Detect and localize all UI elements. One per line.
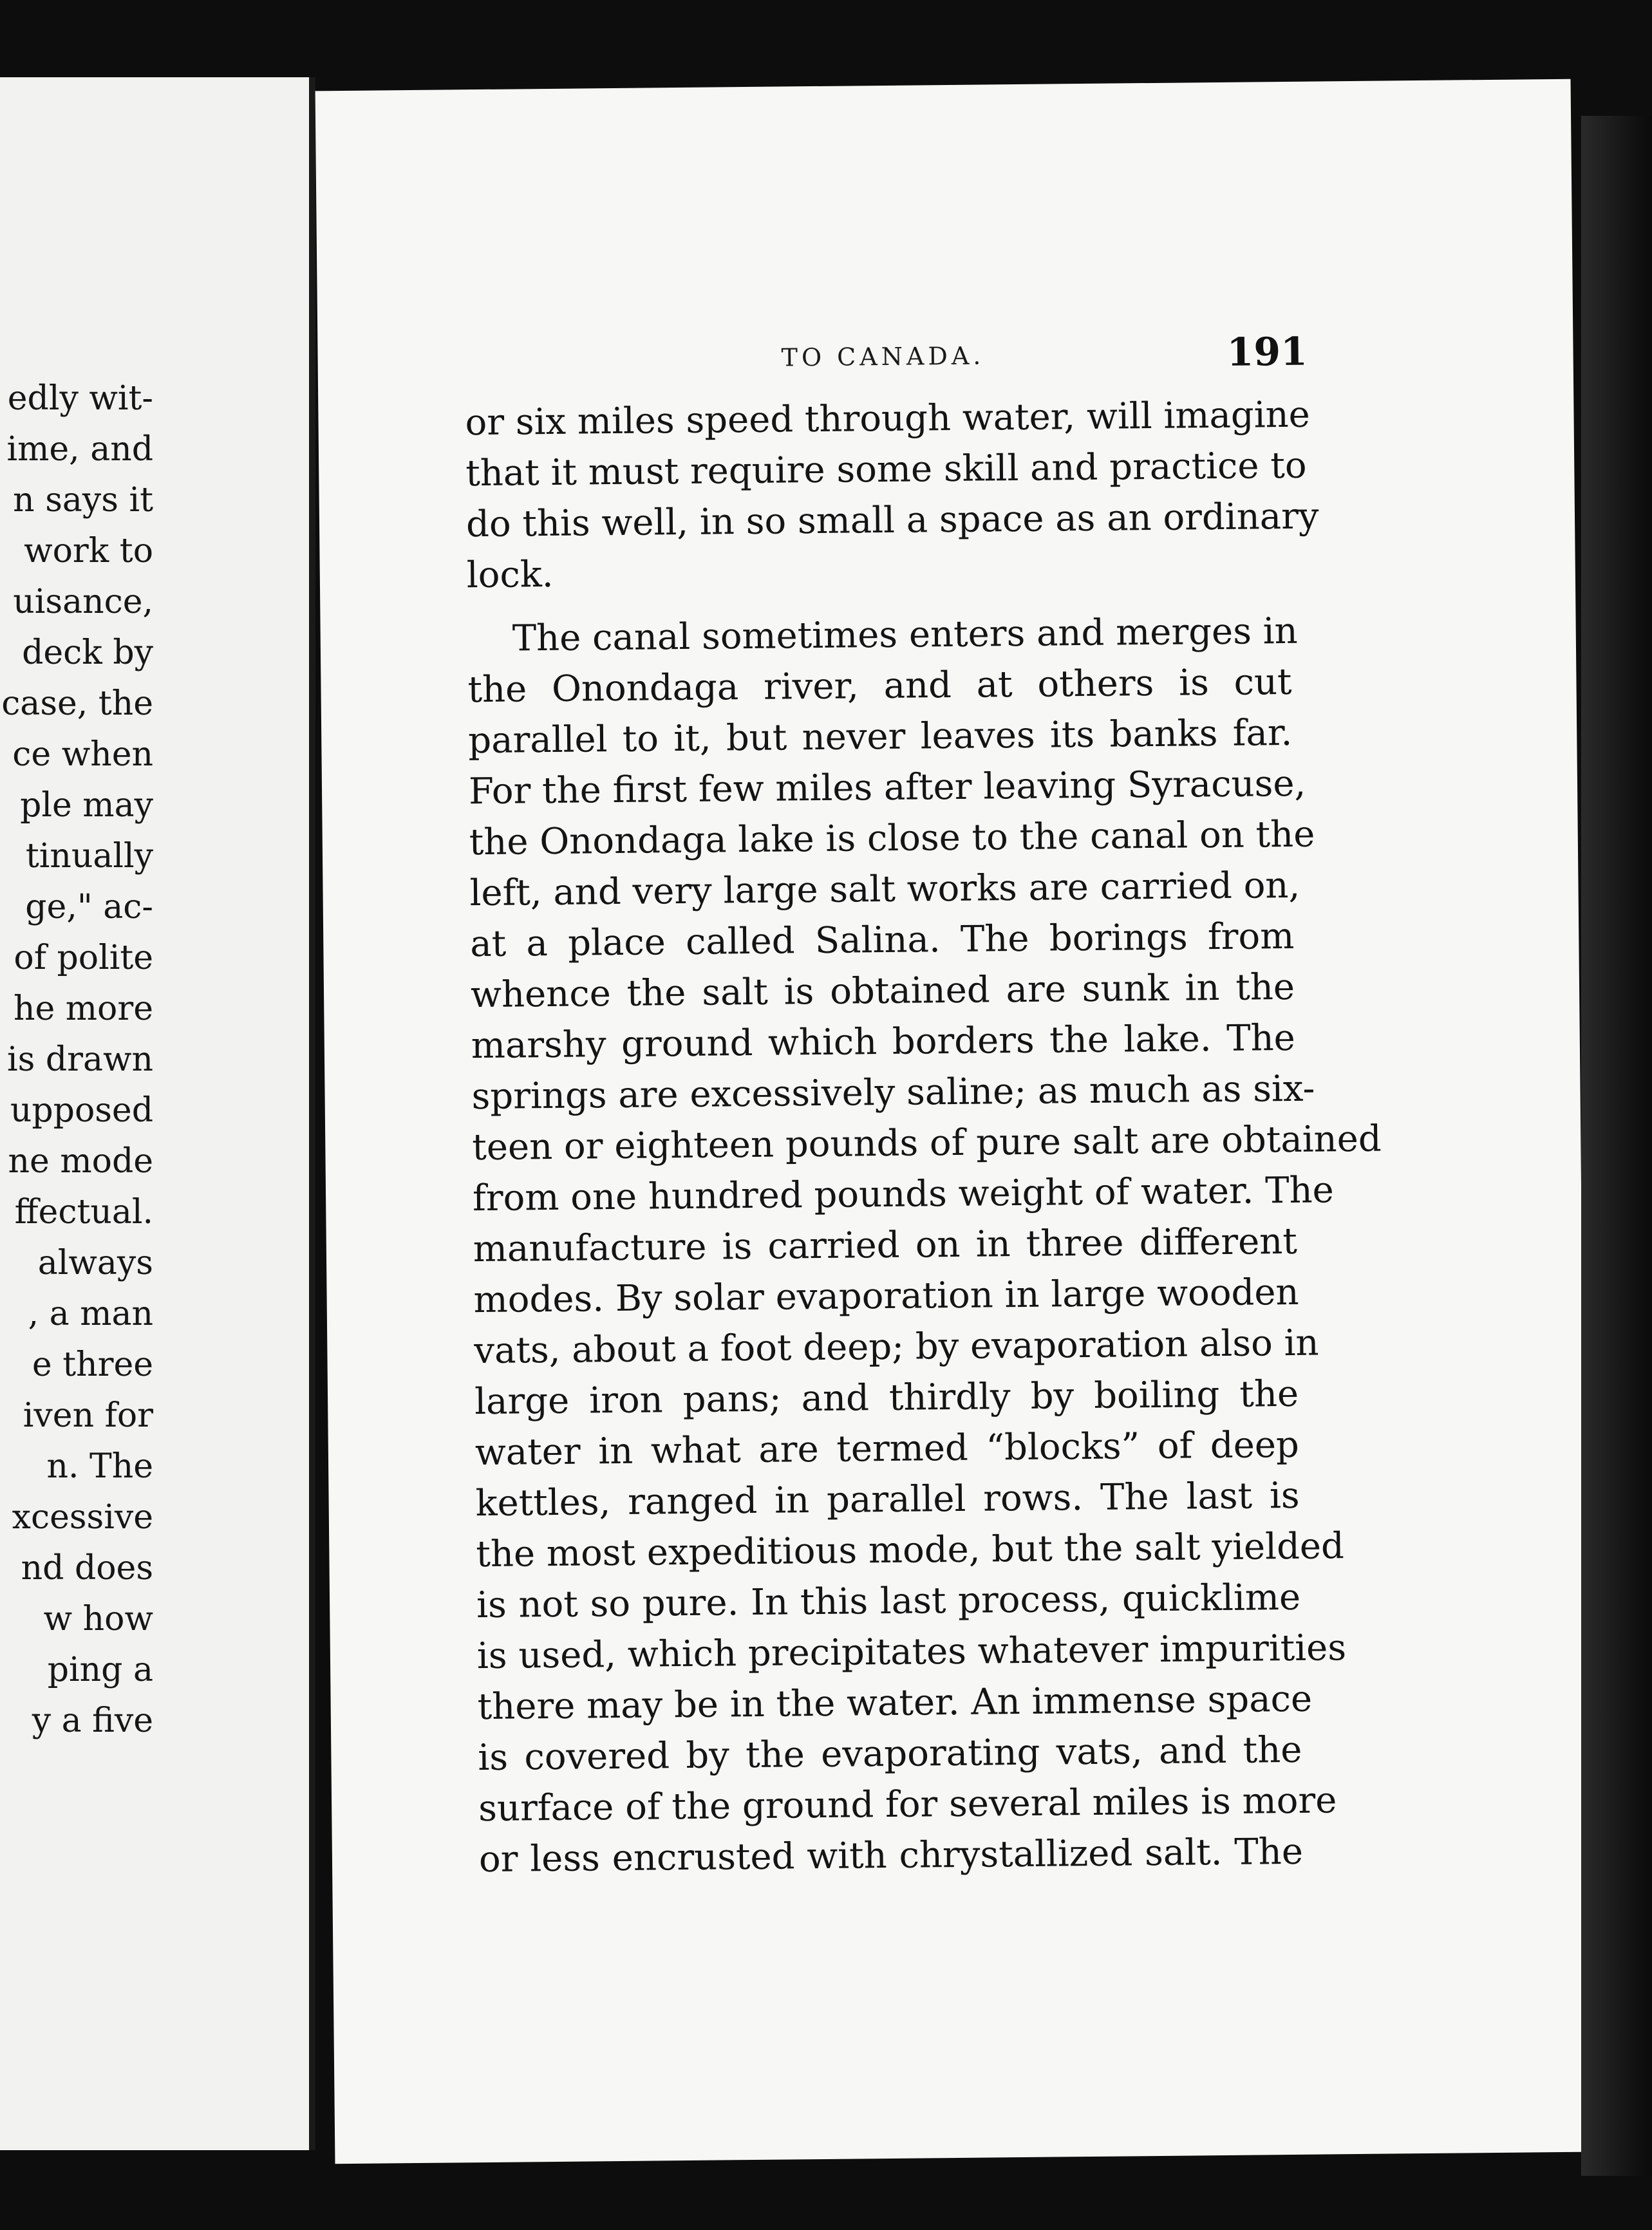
text-line: is covered by the evaporating vats, and the	[478, 1729, 1302, 1779]
text-line: the Onondaga lake is close to the canal on the	[469, 813, 1315, 864]
page-header	[317, 327, 1573, 391]
text-line: left, and very large salt works are carried on,	[469, 864, 1300, 915]
text-line: lock.	[466, 553, 554, 597]
left-page-line: work to	[24, 532, 153, 570]
left-page-line: upposed	[10, 1091, 153, 1130]
left-page-line: ime, and	[6, 430, 153, 469]
paragraph-2	[467, 606, 1382, 1885]
body-text	[465, 389, 1382, 1885]
page-edge-shadow	[1581, 116, 1652, 2176]
left-page-line: tinually	[25, 837, 153, 876]
left-page-line: ple may	[20, 786, 153, 825]
left-page-line: is drawn	[7, 1040, 153, 1079]
left-page-line: always	[37, 1244, 153, 1282]
left-page-line: ping a	[47, 1651, 153, 1689]
text-line: do this well, in so small a space as an ordinary	[465, 495, 1319, 546]
left-page-line: xcessive	[12, 1498, 153, 1537]
left-page-line: ne mode	[8, 1142, 153, 1181]
left-page-line: ffectual.	[14, 1193, 153, 1232]
paragraph-1	[465, 389, 1319, 601]
text-line: at a place called Salina. The borings from	[470, 915, 1295, 966]
text-line: teen or eighteen pounds of pure salt are obtained	[472, 1118, 1382, 1169]
text-line: the most expeditious mode, but the salt yielded	[476, 1525, 1345, 1576]
page-number: 191	[1226, 329, 1308, 375]
text-line: from one hundred pounds weight of water. The	[472, 1169, 1335, 1220]
left-page-line: of polite	[14, 939, 153, 977]
left-page-line: iven for	[23, 1396, 153, 1435]
text-line: or six miles speed through water, will imagine	[465, 393, 1311, 444]
left-page-line: e three	[32, 1345, 153, 1384]
left-page-line: deck by	[22, 633, 153, 672]
text-line: that it must require some skill and practice to	[465, 444, 1307, 495]
text-line: marshy ground which borders the lake. The	[471, 1017, 1296, 1067]
running-head: TO CANADA.	[781, 341, 985, 372]
text-line: whence the salt is obtained are sunk in the	[470, 966, 1295, 1017]
text-line: surface of the ground for several miles is more	[478, 1779, 1337, 1830]
left-page-line: case, the	[1, 684, 153, 723]
left-page-text	[0, 373, 153, 1747]
text-line: the Onondaga river, and at others is cut	[467, 661, 1292, 711]
text-line: vats, about a foot deep; by evaporation also in	[474, 1322, 1319, 1373]
text-line: The canal sometimes enters and merges in	[512, 610, 1298, 660]
left-page-line: , a man	[28, 1295, 153, 1333]
left-page-line: ce when	[12, 735, 153, 774]
text-line: kettles, ranged in parallel rows. The last is	[475, 1474, 1300, 1525]
text-line: parallel to it, but never leaves its banks far.	[467, 711, 1293, 762]
left-page-line: w how	[43, 1600, 153, 1638]
left-page-line: he more	[13, 989, 153, 1028]
left-page-line: n. The	[46, 1447, 153, 1486]
text-line: modes. By solar evaporation in large wooden	[473, 1271, 1299, 1322]
text-line: manufacture is carried on in three different	[473, 1220, 1298, 1271]
left-facing-page	[0, 77, 315, 2150]
left-page-line: uisance,	[13, 583, 153, 621]
left-page-line: n says it	[13, 481, 153, 520]
text-line: or less encrusted with chrystallized salt. The	[478, 1830, 1304, 1881]
left-page-line: nd does	[21, 1549, 153, 1588]
text-line: large iron pans; and thirdly by boiling the	[474, 1373, 1299, 1423]
text-line: is not so pure. In this last process, quicklime	[476, 1576, 1301, 1627]
book-page	[315, 79, 1591, 2164]
text-line: springs are excessively saline; as much as six-	[471, 1067, 1315, 1118]
left-page-line: y a five	[32, 1701, 153, 1740]
left-page-line: ge," ac-	[25, 888, 153, 926]
text-line: is used, which precipitates whatever impurities	[476, 1627, 1347, 1678]
text-line: water in what are termed “blocks” of deep	[474, 1423, 1300, 1474]
text-line: For the first few miles after leaving Syracuse,	[468, 762, 1306, 813]
text-line: there may be in the water. An immense space	[477, 1678, 1313, 1729]
left-page-line: edly wit-	[7, 379, 153, 418]
